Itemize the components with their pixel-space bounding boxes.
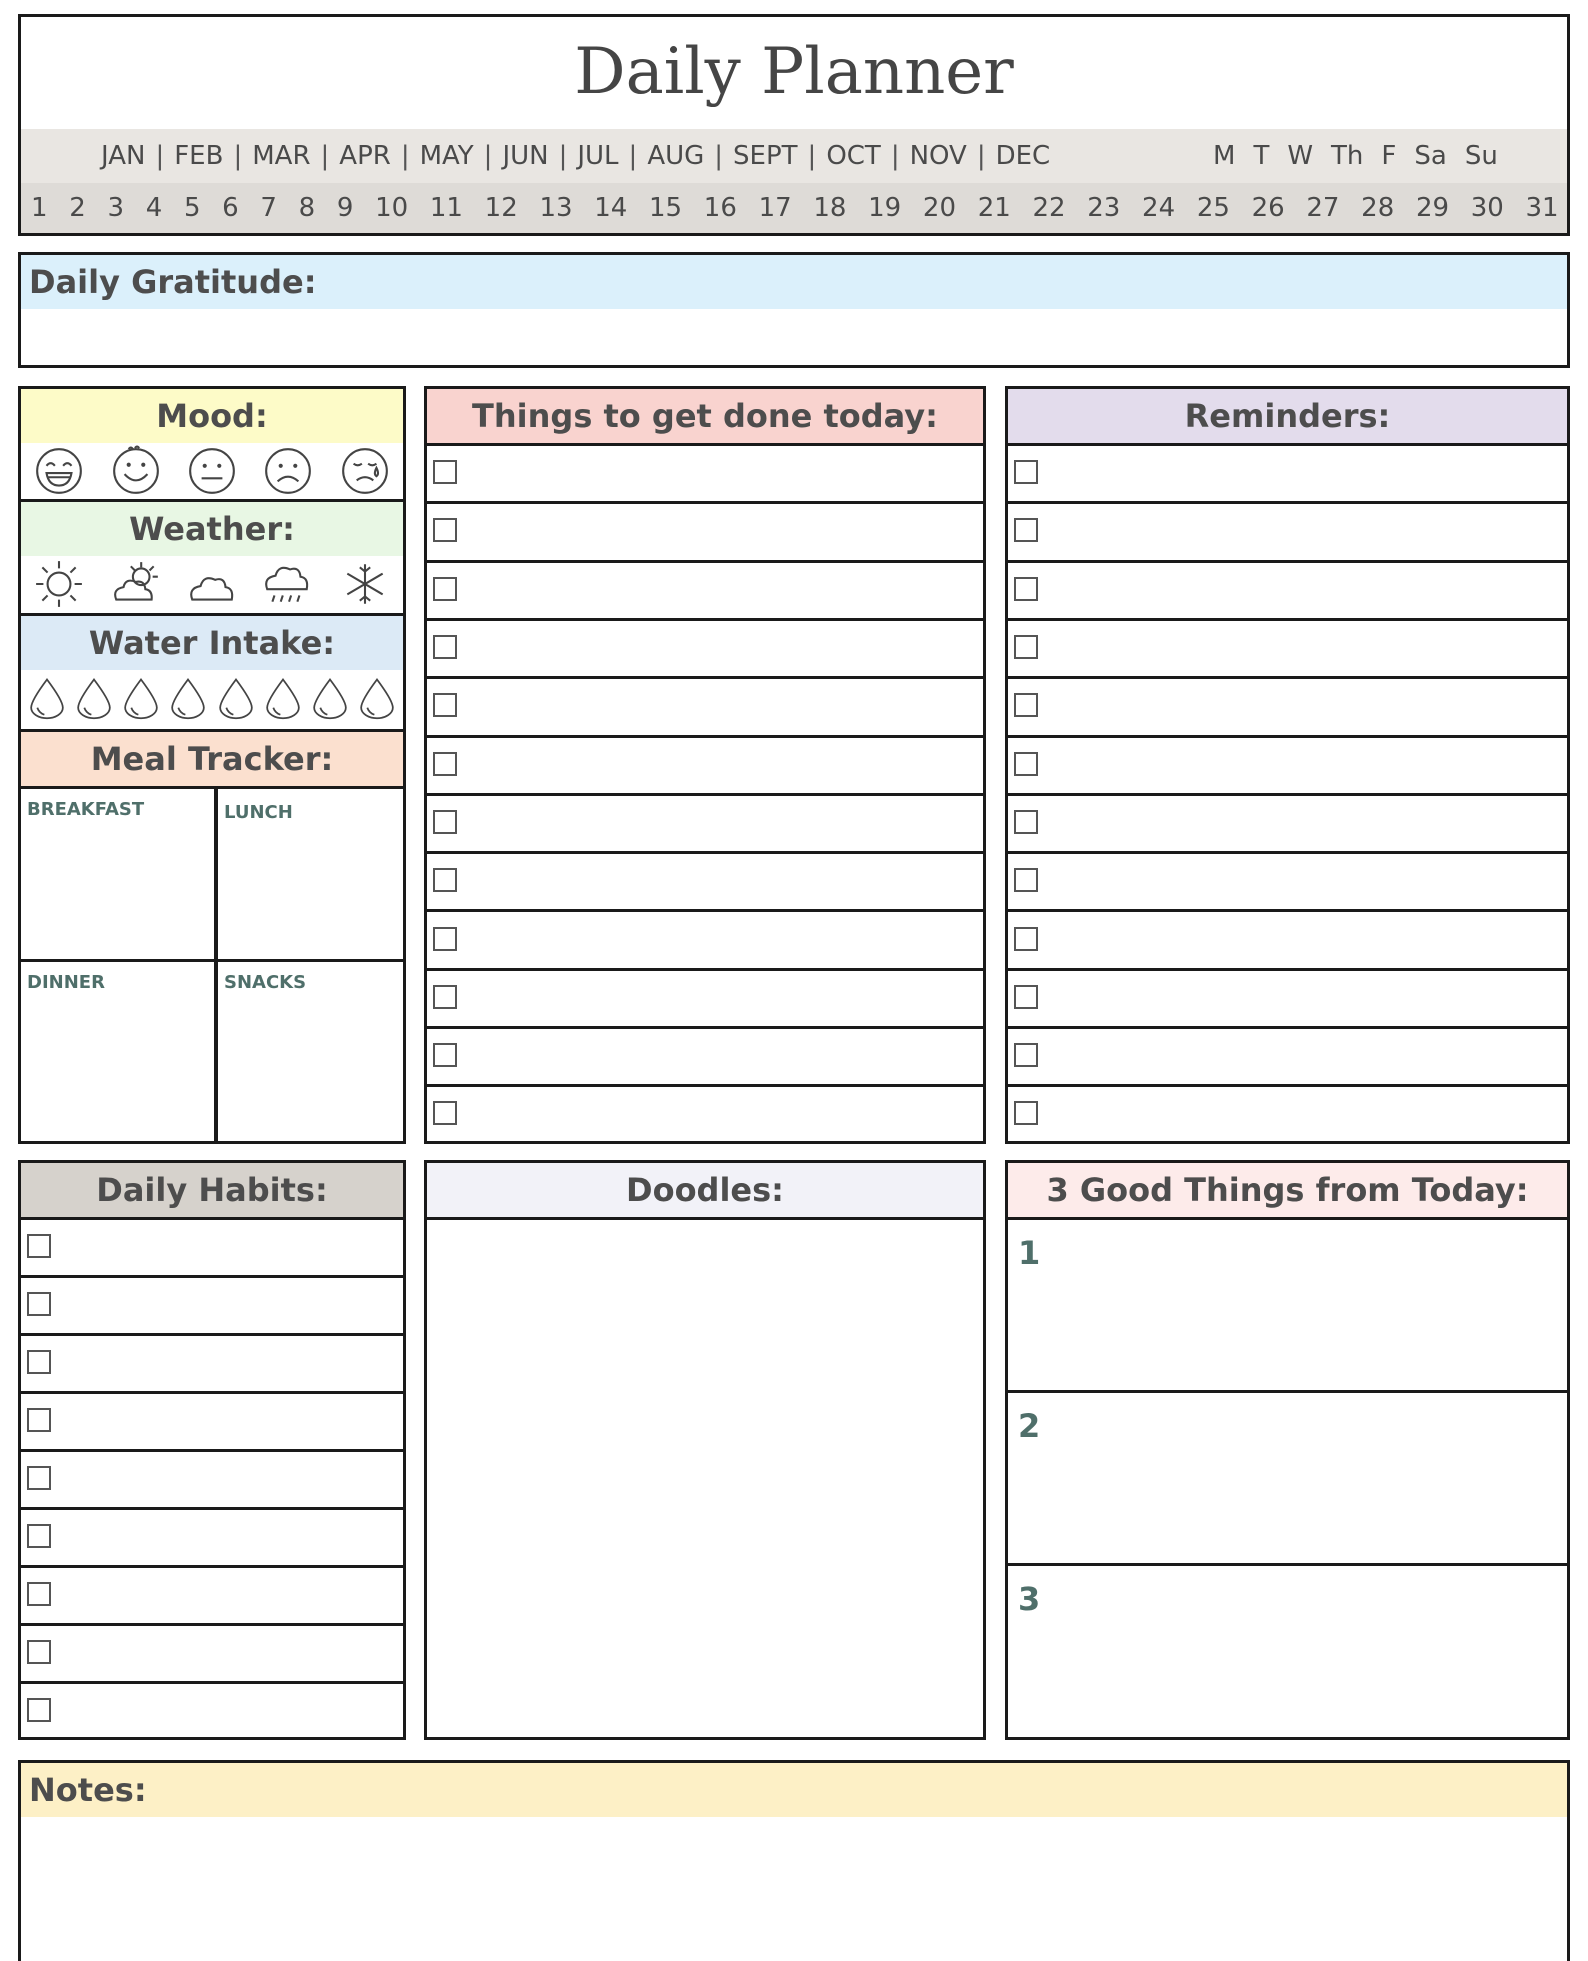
weekday-t[interactable]: T <box>1253 141 1270 171</box>
checkbox[interactable] <box>27 1234 51 1258</box>
sun-icon[interactable] <box>33 558 85 610</box>
month-separator: | <box>233 141 243 171</box>
checkbox[interactable] <box>1014 752 1038 776</box>
checkbox[interactable] <box>433 577 457 601</box>
reminder-row[interactable] <box>1008 676 1567 734</box>
reminder-row[interactable] <box>1008 501 1567 559</box>
doodles-section <box>424 1160 986 1740</box>
month-feb[interactable]: FEB <box>174 141 224 171</box>
day-21[interactable]: 21 <box>977 193 1011 223</box>
day-5[interactable]: 5 <box>183 193 201 223</box>
water-heading: Water Intake: <box>21 616 403 670</box>
habit-row[interactable] <box>21 1565 403 1623</box>
day-26[interactable]: 26 <box>1251 193 1285 223</box>
day-30[interactable]: 30 <box>1470 193 1504 223</box>
gratitude-section <box>18 252 1570 368</box>
day-27[interactable]: 27 <box>1306 193 1340 223</box>
todo-row[interactable] <box>427 851 983 909</box>
habit-row[interactable] <box>21 1333 403 1391</box>
water-drop-icon[interactable] <box>261 676 305 720</box>
mood-icon-row <box>21 443 403 499</box>
reminder-row[interactable] <box>1008 909 1567 967</box>
habit-row[interactable] <box>21 1449 403 1507</box>
habits-heading: Daily Habits: <box>21 1163 403 1217</box>
smiling-face-icon[interactable] <box>110 445 162 497</box>
checkbox[interactable] <box>1014 460 1038 484</box>
months-bar <box>21 129 1567 183</box>
day-2[interactable]: 2 <box>69 193 86 223</box>
meal-divider-vertical <box>214 786 218 1144</box>
meal-heading: Meal Tracker: <box>21 732 403 786</box>
checkbox[interactable] <box>27 1466 51 1490</box>
reminder-row[interactable] <box>1008 443 1567 501</box>
month-sept[interactable]: SEPT <box>733 141 798 171</box>
weekday-f[interactable]: F <box>1381 141 1397 171</box>
mood-section <box>21 389 403 501</box>
weekday-th[interactable]: Th <box>1331 141 1364 171</box>
habits-section <box>18 1160 406 1740</box>
tracker-column <box>18 386 406 1144</box>
good-thing-number: 3 <box>1018 1580 1041 1618</box>
checkbox[interactable] <box>27 1640 51 1664</box>
weather-section <box>21 502 403 614</box>
todo-row[interactable] <box>427 501 983 559</box>
divider <box>21 959 403 962</box>
checkbox[interactable] <box>433 810 457 834</box>
water-drop-icon[interactable] <box>25 676 69 720</box>
checkbox[interactable] <box>1014 518 1038 542</box>
sad-face-icon[interactable] <box>262 445 314 497</box>
day-28[interactable]: 28 <box>1361 193 1395 223</box>
month-separator: | <box>807 141 817 171</box>
checkbox[interactable] <box>433 927 457 951</box>
todo-row[interactable] <box>427 735 983 793</box>
todo-row[interactable] <box>427 968 983 1026</box>
day-14[interactable]: 14 <box>594 193 628 223</box>
reminder-row[interactable] <box>1008 851 1567 909</box>
notes-heading: Notes: <box>21 1763 1567 1817</box>
month-separator: | <box>714 141 724 171</box>
month-separator: | <box>558 141 568 171</box>
partly-cloudy-icon[interactable] <box>110 558 162 610</box>
month-separator: | <box>483 141 493 171</box>
habit-row[interactable] <box>21 1275 403 1333</box>
day-6[interactable]: 6 <box>222 193 239 223</box>
notes-area[interactable] <box>21 1817 1567 1961</box>
good-thing-number: 2 <box>1018 1407 1041 1445</box>
checkbox[interactable] <box>433 460 457 484</box>
notes-section <box>18 1760 1570 1961</box>
checkbox[interactable] <box>433 868 457 892</box>
good-things-heading: 3 Good Things from Today: <box>1008 1163 1567 1217</box>
month-separator: | <box>976 141 986 171</box>
day-15[interactable]: 15 <box>649 193 683 223</box>
cloud-icon[interactable] <box>186 558 238 610</box>
habit-row[interactable] <box>21 1217 403 1275</box>
month-separator: | <box>320 141 330 171</box>
gratitude-heading: Daily Gratitude: <box>21 255 1567 309</box>
weekday-su[interactable]: Su <box>1464 141 1498 171</box>
reminders-heading: Reminders: <box>1008 389 1567 443</box>
checkbox[interactable] <box>433 693 457 717</box>
checkbox[interactable] <box>433 635 457 659</box>
checkbox[interactable] <box>27 1350 51 1374</box>
breakfast-label: BREAKFAST <box>27 799 145 820</box>
rain-cloud-icon[interactable] <box>262 558 314 610</box>
weekday-w[interactable]: W <box>1287 141 1314 171</box>
day-3[interactable]: 3 <box>107 193 125 223</box>
water-section <box>21 616 403 728</box>
month-mar[interactable]: MAR <box>252 141 311 171</box>
todo-section <box>424 386 986 1144</box>
checkbox[interactable] <box>27 1524 51 1548</box>
habit-row[interactable] <box>21 1507 403 1565</box>
weekday-m[interactable]: M <box>1213 141 1236 171</box>
day-number-list <box>21 183 1567 233</box>
month-separator: | <box>400 141 410 171</box>
good-thing-row[interactable] <box>1008 1563 1567 1736</box>
weather-heading: Weather: <box>21 502 403 556</box>
day-17[interactable]: 17 <box>758 193 792 223</box>
checkbox[interactable] <box>433 985 457 1009</box>
day-9[interactable]: 9 <box>336 193 354 223</box>
divider <box>21 786 403 789</box>
todo-row[interactable] <box>427 909 983 967</box>
day-24[interactable]: 24 <box>1142 193 1176 223</box>
month-nov[interactable]: NOV <box>909 141 967 171</box>
checkbox[interactable] <box>1014 1101 1038 1125</box>
crying-face-icon[interactable] <box>339 445 391 497</box>
day-31[interactable]: 31 <box>1525 193 1559 223</box>
day-23[interactable]: 23 <box>1087 193 1121 223</box>
water-drop-row <box>21 670 403 726</box>
day-22[interactable]: 22 <box>1032 193 1066 223</box>
good-thing-row[interactable] <box>1008 1217 1567 1390</box>
day-10[interactable]: 10 <box>375 193 409 223</box>
checkbox[interactable] <box>1014 927 1038 951</box>
water-drop-icon[interactable] <box>166 676 210 720</box>
water-drop-icon[interactable] <box>72 676 116 720</box>
checkbox[interactable] <box>27 1582 51 1606</box>
checkbox[interactable] <box>27 1292 51 1316</box>
water-drop-icon[interactable] <box>214 676 258 720</box>
todo-row[interactable] <box>427 618 983 676</box>
month-jan[interactable]: JAN <box>101 141 146 171</box>
reminder-row[interactable] <box>1008 1084 1567 1142</box>
reminder-row[interactable] <box>1008 735 1567 793</box>
water-drop-icon[interactable] <box>355 676 399 720</box>
checkbox[interactable] <box>1014 810 1038 834</box>
day-11[interactable]: 11 <box>429 193 463 223</box>
reminder-row[interactable] <box>1008 618 1567 676</box>
todo-row[interactable] <box>427 443 983 501</box>
checkbox[interactable] <box>1014 868 1038 892</box>
reminder-row[interactable] <box>1008 968 1567 1026</box>
month-aug[interactable]: AUG <box>647 141 705 171</box>
neutral-face-icon[interactable] <box>186 445 238 497</box>
mood-heading: Mood: <box>21 389 403 443</box>
day-16[interactable]: 16 <box>703 193 737 223</box>
month-jun[interactable]: JUN <box>502 141 549 171</box>
habit-row[interactable] <box>21 1623 403 1681</box>
reminder-row[interactable] <box>1008 1026 1567 1084</box>
snacks-label: SNACKS <box>224 972 307 993</box>
water-drop-icon[interactable] <box>308 676 352 720</box>
lunch-label: LUNCH <box>224 802 293 823</box>
day-18[interactable]: 18 <box>813 193 847 223</box>
doodles-heading: Doodles: <box>427 1163 983 1217</box>
good-thing-number: 1 <box>1018 1234 1041 1272</box>
day-13[interactable]: 13 <box>539 193 573 223</box>
habit-row[interactable] <box>21 1391 403 1449</box>
checkbox[interactable] <box>1014 693 1038 717</box>
reminder-row[interactable] <box>1008 560 1567 618</box>
month-separator: | <box>890 141 900 171</box>
good-things-section <box>1005 1160 1570 1740</box>
todo-row[interactable] <box>427 1026 983 1084</box>
weekday-sa[interactable]: Sa <box>1414 141 1447 171</box>
month-dec[interactable]: DEC <box>995 141 1051 171</box>
good-thing-row[interactable] <box>1008 1390 1567 1563</box>
month-apr[interactable]: APR <box>339 141 391 171</box>
month-separator: | <box>155 141 165 171</box>
day-19[interactable]: 19 <box>868 193 902 223</box>
day-1[interactable]: 1 <box>31 193 48 223</box>
water-drop-icon[interactable] <box>119 676 163 720</box>
todo-row[interactable] <box>427 1084 983 1142</box>
laughing-face-icon[interactable] <box>33 445 85 497</box>
month-oct[interactable]: OCT <box>826 141 881 171</box>
todo-row[interactable] <box>427 793 983 851</box>
checkbox[interactable] <box>433 518 457 542</box>
checkbox[interactable] <box>1014 635 1038 659</box>
todo-row[interactable] <box>427 560 983 618</box>
doodle-area[interactable] <box>427 1220 983 1737</box>
day-8[interactable]: 8 <box>298 193 316 223</box>
reminders-section <box>1005 386 1570 1144</box>
weather-icon-row <box>21 556 403 612</box>
checkbox[interactable] <box>27 1408 51 1432</box>
meal-section <box>21 732 403 1144</box>
reminder-row[interactable] <box>1008 793 1567 851</box>
month-list <box>101 141 1050 171</box>
snowflake-icon[interactable] <box>339 558 391 610</box>
day-20[interactable]: 20 <box>922 193 957 223</box>
checkbox[interactable] <box>27 1698 51 1722</box>
checkbox[interactable] <box>433 752 457 776</box>
month-jul[interactable]: JUL <box>577 141 619 171</box>
month-separator: | <box>628 141 638 171</box>
header <box>18 14 1570 236</box>
checkbox[interactable] <box>1014 577 1038 601</box>
day-7[interactable]: 7 <box>260 193 277 223</box>
day-4[interactable]: 4 <box>145 193 163 223</box>
weekday-list <box>1213 141 1516 171</box>
day-29[interactable]: 29 <box>1415 193 1450 223</box>
checkbox[interactable] <box>1014 985 1038 1009</box>
checkbox[interactable] <box>1014 1043 1038 1067</box>
day-25[interactable]: 25 <box>1196 193 1230 223</box>
page-title: Daily Planner <box>574 35 1014 109</box>
day-12[interactable]: 12 <box>484 193 518 223</box>
habit-row[interactable] <box>21 1681 403 1739</box>
todo-heading: Things to get done today: <box>427 389 983 443</box>
checkbox[interactable] <box>433 1101 457 1125</box>
dinner-label: DINNER <box>27 972 105 993</box>
todo-row[interactable] <box>427 676 983 734</box>
month-may[interactable]: MAY <box>419 141 474 171</box>
checkbox[interactable] <box>433 1043 457 1067</box>
